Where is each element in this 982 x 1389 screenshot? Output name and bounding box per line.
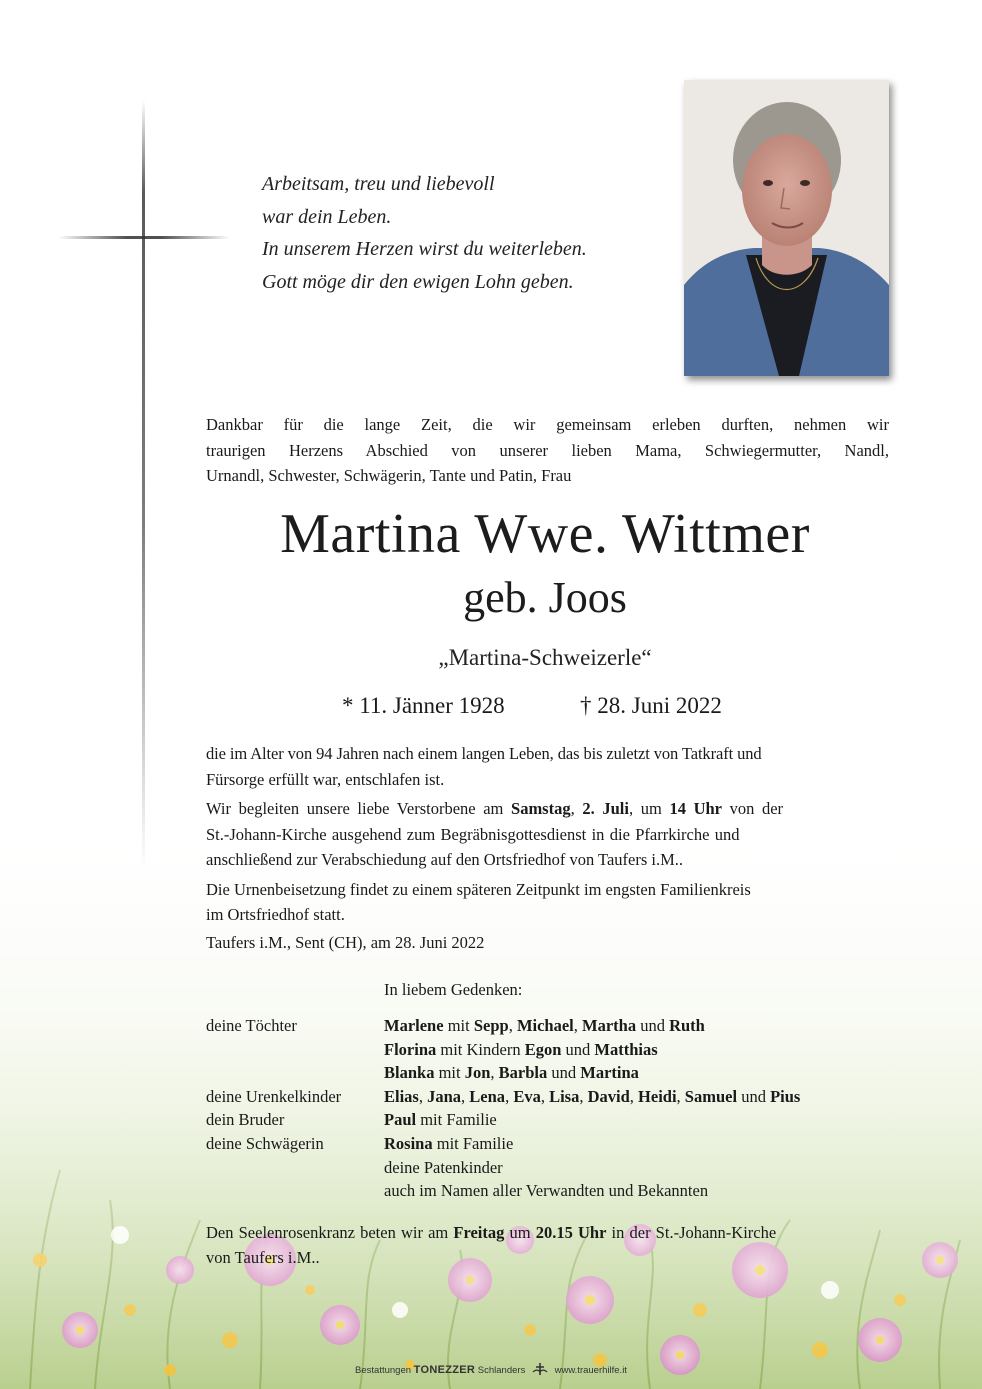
text-line (206, 796, 889, 822)
portrait-photo (684, 80, 889, 376)
text-line: Den Seelenrosenkranz beten wir am Freitag um 20.15 Uhr in der St.-Johann-Kirche (206, 1223, 777, 1242)
text-line: im Ortsfriedhof statt. (206, 905, 345, 924)
footer-town: Schlanders (477, 1365, 526, 1377)
footer-website-link[interactable]: www.trauerhilfe.it (554, 1365, 627, 1377)
dove-cross-icon (532, 1362, 548, 1379)
mourner-row (206, 1085, 896, 1109)
text: Wir begleiten unsere liebe Verstorbene am (206, 799, 504, 818)
text: , um (628, 799, 662, 818)
mourner-names: Florina mit Kindern Egon und Matthias (384, 1039, 658, 1059)
death-date: † 28. Juni 2022 (580, 693, 722, 718)
verse-line: In unserem Herzen wirst du weiterleben. (262, 238, 587, 260)
rosary-time: 20.15 Uhr (535, 1223, 607, 1242)
nickname: „Martina-Schweizerle“ (438, 645, 652, 670)
mourner-row (206, 1108, 896, 1132)
birth-date: * 11. Jänner 1928 (342, 693, 505, 718)
text-line: Fürsorge erfüllt war, entschlafen ist. (206, 769, 445, 789)
rosary-notice (206, 1220, 889, 1270)
mourner-row (206, 1132, 896, 1156)
relation-label (206, 1061, 384, 1085)
footer (0, 1362, 982, 1379)
relation-label: deine Schwägerin (206, 1133, 324, 1153)
mourner-names: Rosina mit Familie (384, 1133, 514, 1153)
mourner-row (206, 1038, 896, 1062)
mourner-row (206, 1014, 896, 1038)
mourner-names: deine Patenkinder (384, 1157, 503, 1177)
verse-line: Arbeitsam, treu und liebevoll (262, 173, 495, 195)
text-line: St.-Johann-Kirche ausgehend zum Begräbnisgottesdienst in die Pfarrkirche und (206, 824, 740, 844)
funeral-date: 2. Juli (582, 799, 629, 818)
mourner-row (206, 1061, 896, 1085)
paragraph (206, 877, 889, 928)
mourner-row (206, 1179, 896, 1203)
place-and-date: Taufers i.M., Sent (CH), am 28. Juni 2022 (206, 933, 485, 952)
mourner-names: Elias, Jana, Lena, Eva, Lisa, David, Heidi, Samuel und Pius (384, 1086, 801, 1106)
text: , (570, 799, 575, 818)
rosary-day: Freitag (453, 1223, 505, 1242)
relation-label (206, 1038, 384, 1062)
verse-line: war dein Leben. (262, 205, 392, 228)
funeral-home-name: TONEZZER (413, 1364, 476, 1377)
mourners-list (206, 1014, 896, 1203)
text: von der (729, 799, 784, 818)
verse-line: Gott möge dir den ewigen Lohn geben. (262, 270, 574, 293)
mourner-names: auch im Namen aller Verwandten und Bekannten (384, 1181, 709, 1201)
text-line: die im Alter von 94 Jahren nach einem langen Leben, das bis zuletzt von Tatkraft und (206, 744, 762, 763)
mourner-names: Blanka mit Jon, Barbla und Martina (384, 1063, 639, 1083)
relation-label (206, 1156, 384, 1180)
paragraph (206, 796, 889, 873)
cross-horizontal-beam (58, 236, 230, 239)
intro-line: traurigen Herzens Abschied von unserer lieben Mama, Schwiegermutter, Nandl, (206, 440, 889, 460)
funeral-time: 14 Uhr (669, 799, 722, 818)
deceased-name: Martina Wwe. Wittmer (280, 503, 810, 565)
relation-label: deine Töchter (206, 1016, 297, 1035)
memorial-verse (262, 168, 682, 298)
mourner-names: Marlene mit Sepp, Michael, Martha und Ruth (384, 1016, 705, 1035)
text-line: Die Urnenbeisetzung findet zu einem späteren Zeitpunkt im engsten Familienkreis (206, 879, 751, 899)
mourner-names: Paul mit Familie (384, 1110, 497, 1130)
relation-label: deine Urenkelkinder (206, 1086, 342, 1106)
mourner-row (206, 1156, 896, 1180)
intro-text (206, 412, 889, 489)
text-line: anschließend zur Verabschiedung auf den Ortsfriedhof von Taufers i.M.. (206, 850, 684, 869)
paragraph (206, 741, 889, 792)
maiden-name: geb. Joos (463, 573, 627, 622)
funeral-day: Samstag (511, 799, 571, 818)
intro-line: Urnandl, Schwester, Schwägerin, Tante und Patin, Frau (206, 466, 572, 485)
in-memory-heading: In liebem Gedenken: (384, 980, 523, 999)
relation-label: dein Bruder (206, 1110, 285, 1130)
cross-vertical-beam (142, 100, 145, 870)
intro-line: Dankbar für die lange Zeit, die wir gemeinsam erleben durften, nehmen wir (206, 415, 889, 434)
footer-prefix: Bestattungen (355, 1365, 412, 1377)
text-line: von Taufers i.M.. (206, 1248, 320, 1267)
funeral-details (206, 741, 889, 932)
relation-label (206, 1179, 384, 1203)
